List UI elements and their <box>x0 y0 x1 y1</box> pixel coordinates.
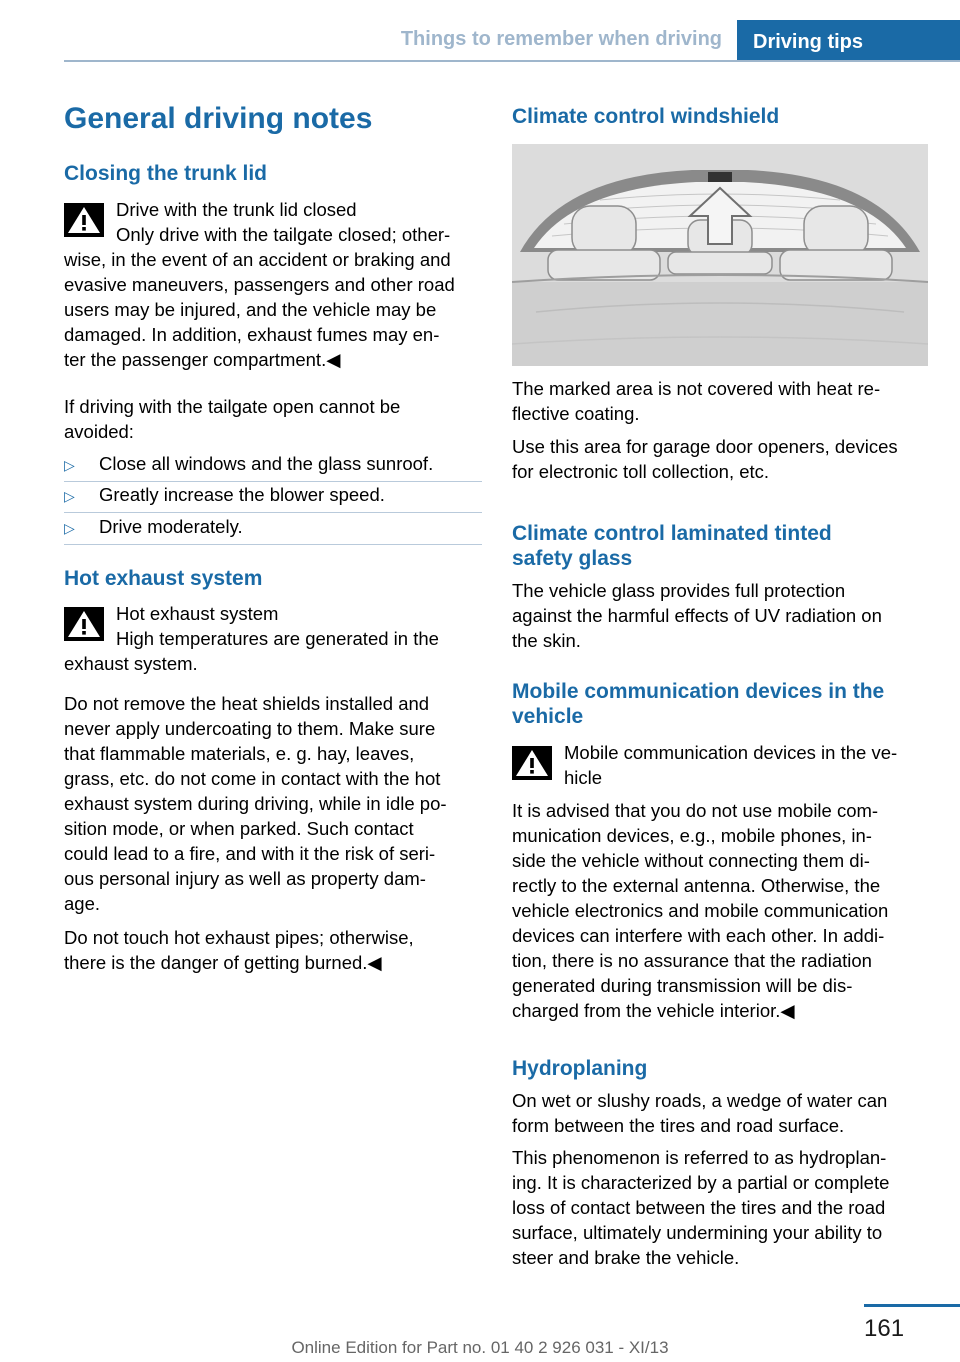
text-line: High temperatures are generated in the <box>116 628 439 649</box>
text-line: grass, etc. do not come in contact with the hot <box>64 768 441 789</box>
windshield-heading: Climate control windshield <box>512 105 780 128</box>
page-number: 161 <box>864 1315 905 1342</box>
text-line: age. <box>64 893 101 914</box>
text-line: It is advised that you do not use mobile com- <box>512 800 879 821</box>
header-divider <box>64 60 960 62</box>
text-line: steer and brake the vehicle. <box>512 1247 740 1268</box>
text-line: there is the danger of getting burned.◀ <box>64 952 382 973</box>
text-line: exhaust system. <box>64 653 198 674</box>
text-line: Only drive with the tailgate closed; other- <box>116 224 451 245</box>
text-line: generated during transmission will be dis- <box>512 975 853 996</box>
text-line: If driving with the tailgate open cannot be <box>64 396 401 417</box>
mobile-warning <box>512 740 932 790</box>
text-line: could lead to a fire, and with it the risk of seri- <box>64 843 436 864</box>
text-line: sition mode, or when parked. Such contact <box>64 818 414 839</box>
exhaust-paragraph <box>64 925 484 975</box>
exhaust-heading: Hot exhaust system <box>64 567 263 590</box>
warning-title: hicle <box>564 767 603 788</box>
text-line: vehicle electronics and mobile communication <box>512 900 889 921</box>
text-line: rectly to the external antenna. Otherwise, the <box>512 875 881 896</box>
text-line: wise, in the event of an accident or braking and <box>64 249 451 270</box>
text-line: form between the tires and road surface. <box>512 1115 845 1136</box>
text-line: On wet or slushy roads, a wedge of water can <box>512 1090 888 1111</box>
glass-paragraph <box>512 578 932 653</box>
text-line: Do not touch hot exhaust pipes; otherwise, <box>64 927 414 948</box>
text-line: never apply undercoating to them. Make sure <box>64 718 436 739</box>
warning-title: Hot exhaust system <box>116 603 279 624</box>
chapter-tab: Driving tips <box>737 20 960 62</box>
hydroplaning-paragraph <box>512 1088 932 1138</box>
text-line: evasive maneuvers, passengers and other road <box>64 274 455 295</box>
warning-title: Mobile communication devices in the ve- <box>564 742 898 763</box>
edition-note: Online Edition for Part no. 01 40 2 926 031 - XI/13 <box>291 1338 669 1357</box>
warning-title: Drive with the trunk lid closed <box>116 199 357 220</box>
glass-heading: Climate control laminated tinted safety glass <box>512 522 832 570</box>
text-line: surface, ultimately undermining your ability to <box>512 1222 883 1243</box>
text-line: against the harmful effects of UV radiation on <box>512 605 882 626</box>
bullet-divider <box>64 544 482 545</box>
text-line: flective coating. <box>512 403 640 424</box>
text-line: for electronic toll collection, etc. <box>512 461 770 482</box>
text-line: users may be injured, and the vehicle may be <box>64 299 437 320</box>
text-line: Use this area for garage door openers, devices <box>512 436 898 457</box>
text-line: avoided: <box>64 421 134 442</box>
exhaust-warning <box>64 601 484 676</box>
page-title: General driving notes <box>64 102 373 135</box>
bullet-item: ▷ Greatly increase the blower speed. <box>64 484 385 505</box>
text-line: Do not remove the heat shields installed and <box>64 693 430 714</box>
text-line: damaged. In addition, exhaust fumes may en- <box>64 324 440 345</box>
text-line: loss of contact between the tires and the road <box>512 1197 886 1218</box>
windshield-figure <box>512 144 928 366</box>
text-line: that flammable materials, e. g. hay, leaves, <box>64 743 415 764</box>
mobile-heading: Mobile communication devices in the vehicle <box>512 680 885 728</box>
page-header <box>0 0 960 64</box>
trunk-intro <box>64 394 484 444</box>
exhaust-paragraph <box>64 691 484 916</box>
windshield-paragraph <box>512 376 932 426</box>
mobile-paragraph <box>512 798 932 1023</box>
text-line: charged from the vehicle interior.◀ <box>512 1000 795 1021</box>
text-line: ing. It is characterized by a partial or complete <box>512 1172 890 1193</box>
section-title: Things to remember when driving <box>400 28 722 50</box>
trunk-warning <box>64 197 484 372</box>
text-line: This phenomenon is referred to as hydroplan- <box>512 1147 887 1168</box>
text-line: side the vehicle without connecting them di- <box>512 850 870 871</box>
text-line: exhaust system during driving, while in idle po- <box>64 793 447 814</box>
bullet-item: ▷ Drive moderately. <box>64 516 243 537</box>
text-line: ous personal injury as well as property dam- <box>64 868 426 889</box>
windshield-paragraph <box>512 434 932 484</box>
hydroplaning-paragraph <box>512 1145 932 1270</box>
text-line: The marked area is not covered with heat re- <box>512 378 881 399</box>
text-line: tion, there is no assurance that the radiation <box>512 950 872 971</box>
text-line: munication devices, e.g., mobile phones, in- <box>512 825 872 846</box>
text-line: The vehicle glass provides full protection <box>512 580 846 601</box>
text-line: ter the passenger compartment.◀ <box>64 349 341 370</box>
hydroplaning-heading: Hydroplaning <box>512 1057 648 1080</box>
bullet-item: ▷ Close all windows and the glass sunroof. <box>64 453 434 474</box>
bullet-divider <box>64 512 482 513</box>
footer-divider <box>864 1304 960 1307</box>
text-line: the skin. <box>512 630 581 651</box>
text-line: devices can interfere with each other. In addi- <box>512 925 885 946</box>
trunk-heading: Closing the trunk lid <box>64 162 267 185</box>
